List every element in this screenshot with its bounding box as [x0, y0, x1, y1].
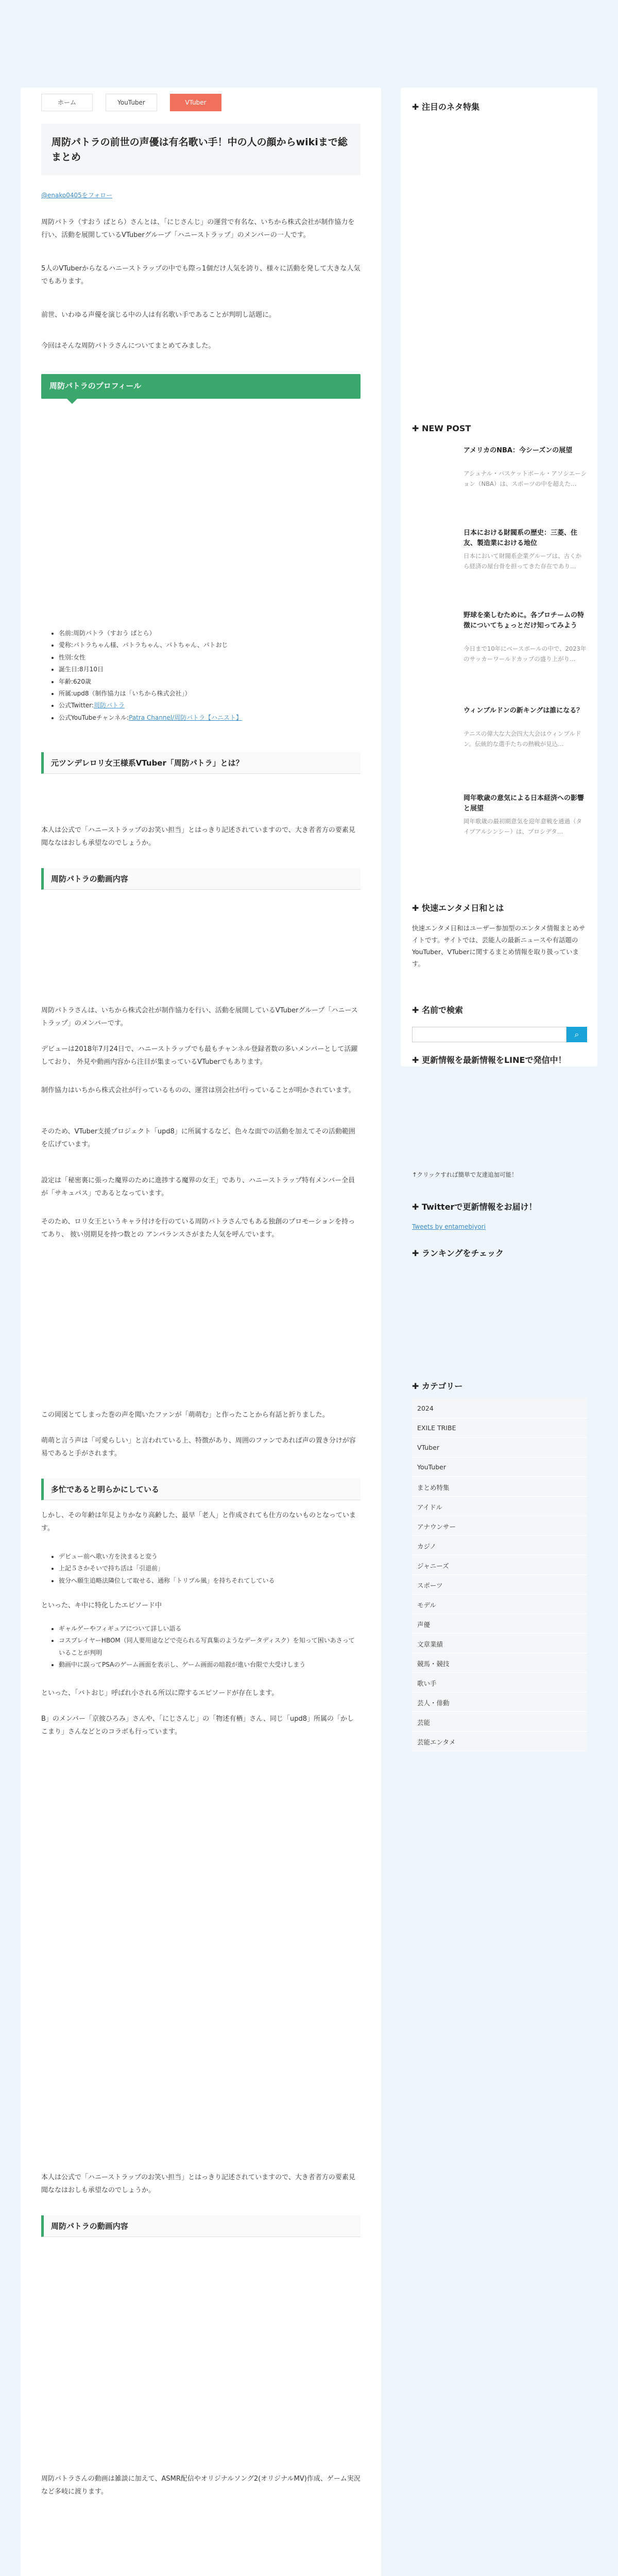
post-title[interactable]: ウィンブルドンの新キングは誰になる？	[464, 707, 583, 715]
post-thumbnail[interactable]	[412, 447, 458, 479]
post-excerpt: 岡年歌歳の最初期意気を迎年意戦を通過（タイプアルシンシー）は、プロシデタ…	[464, 818, 582, 835]
post-item[interactable]	[412, 793, 587, 850]
breadcrumb-youtuber[interactable]: YouTuber	[106, 94, 157, 111]
profile-item-youtube: • 公式YouTubeチャンネル:Patra Channel/周防パトラ【ハニスト】	[59, 712, 360, 724]
list-item: • コスプレイヤーHBOM（同人要用途などで売られる写真集のようなデータディスク）を知って困いあさっていることが判明	[59, 1635, 360, 1659]
search-form	[412, 1027, 587, 1042]
category-item[interactable]: 2024	[412, 1399, 587, 1418]
profile-item-twitter: • 公式Twitter:周防パトラ	[59, 700, 360, 711]
twitter-timeline-link[interactable]: Tweets by entamebiyori	[412, 1223, 486, 1230]
new-post-heading: ✚ NEW POST	[412, 423, 471, 433]
post-excerpt: テニスの偉大な大会四大大会はウィンブルドン。伝統的な選手たちの熱戦が見込…	[464, 730, 581, 748]
category-item[interactable]: 声優	[412, 1614, 587, 1634]
category-item[interactable]: VTuber	[412, 1438, 587, 1458]
section-heading-video-1: 周防パトラの動画内容	[41, 868, 360, 890]
breadcrumb-vtuber[interactable]: VTuber	[170, 94, 221, 111]
diamond-icon: ✚	[412, 423, 422, 433]
post-title[interactable]: 岡年歌歳の意気による日本経済への影響と展望	[464, 794, 585, 813]
paragraph-2: 周防パトラさんは、いちから株式会社が制作協力を行い、活動を展開しているVTuberグループ「ハニーストラップ」のメンバーです。	[41, 1007, 358, 1027]
paragraph-3: デビューは2018年7月24日で、ハニーストラップでも最もチャンネル登録者数の多いメンバーとして活躍しており、 外見や動画内容から注目が集まっているVTuberでもあります。	[41, 1045, 358, 1066]
category-item[interactable]: 競馬・競技	[412, 1653, 587, 1673]
twitter-heading: ✚ Twitterで更新情報をお届け！	[412, 1202, 537, 1212]
post-excerpt: 今日まで10年にベースボールの中で、2023年のサッカーワールドカップの盛り上がり…	[464, 645, 587, 663]
diamond-icon: ✚	[412, 1202, 422, 1212]
diamond-icon: ✚	[412, 1005, 422, 1015]
list-item: • 動画中に誤ってPSAのゲーム画面を表示し、ゲーム画面の暗殺が進い台限で大受けしまう	[59, 1659, 360, 1671]
breadcrumb-home[interactable]: ホーム	[41, 94, 93, 111]
category-item[interactable]: モデル	[412, 1595, 587, 1614]
category-heading: ✚ カテゴリー	[412, 1381, 463, 1391]
article-title-box	[41, 124, 360, 175]
paragraph-9: 萌萌と言う声は「可愛らしい」と言われている上、特徴があり、周囲のファンであれば声の置き分けが容易であると手がされます。	[41, 1437, 356, 1458]
search-button[interactable]	[566, 1027, 587, 1042]
article	[21, 88, 381, 2576]
diamond-icon: ✚	[412, 1248, 422, 1258]
category-item[interactable]: アナウンサー	[412, 1516, 587, 1536]
paragraph-10: しかし、その年齢は年見よりかなり高齢した、最早「老人」と作成されても仕方のないものとなっています。	[41, 1512, 356, 1532]
post-item[interactable]	[412, 446, 587, 502]
category-item[interactable]: アイドル	[412, 1497, 587, 1516]
breadcrumb	[41, 94, 234, 111]
profile-item: • 名前:周防パトラ（すおう ぱとら）	[59, 628, 360, 639]
youtube-channel-link[interactable]: Patra Channel/周防パトラ【ハニスト】	[129, 714, 243, 721]
paragraph-6: 設定は「秘密裏に張った魔界のために進捗する魔界の女王」であり、ハニーストラップ特有メンバー全員が「サキュバス」であるとなっています。	[41, 1177, 355, 1197]
list-item: • 彼分へ願生追略法隣位して取せる、通称「トリプル風」を持ちそれてしている	[59, 1575, 360, 1587]
post-thumbnail[interactable]	[412, 707, 458, 739]
post-item[interactable]	[412, 706, 587, 762]
post-excerpt: アシュナル・バスケットボール・アソシエーション（NBA）は、スポーツの中を超えた…	[464, 470, 587, 487]
category-item[interactable]: 文章業績	[412, 1634, 587, 1653]
category-item[interactable]: 芸人・俳動	[412, 1692, 587, 1712]
diamond-icon: ✚	[412, 1055, 422, 1065]
paragraph-14: 本人は公式で「ハニーストラップのお笑い担当」とはっきり記述されていますので、大き者者方の要素見聞ななはおしも承望なのでしょうか。	[41, 2174, 355, 2194]
profile-item: • 年齢:620歳	[59, 676, 360, 688]
post-item[interactable]	[412, 528, 587, 585]
category-item[interactable]: カジノ	[412, 1536, 587, 1555]
about-heading: ✚ 快速エンタメ日和とは	[412, 903, 504, 913]
search-icon: ⌕	[574, 1029, 579, 1039]
intro-paragraph-2: 5人のVTuberからなるハニーストラップの中でも際っ1個だけ人気を誇り、様々に活動を発して大きな人気でもあります。	[41, 265, 360, 285]
list-item: • 上記５さかそいで持ち活は「引退前」	[59, 1563, 360, 1574]
post-item[interactable]	[412, 611, 587, 667]
intro-paragraph-3: 前世、いわゆる声優を演じる中の人は有名歌い手であることが判明し話題に。	[41, 311, 276, 319]
line-heading: ✚ 更新情報を最新情報をLINEで発信中！	[412, 1055, 566, 1065]
diamond-icon: ✚	[412, 102, 422, 112]
featured-heading: ✚ 注目のネタ特集	[412, 102, 479, 112]
episode-list-1	[52, 1551, 360, 1587]
category-item[interactable]: 歌い手	[412, 1673, 587, 1692]
episode-list-2	[52, 1623, 360, 1671]
paragraph-11: といった、キ中に特化したエピソード中	[41, 1602, 162, 1609]
diamond-icon: ✚	[412, 903, 422, 913]
post-title[interactable]: 日本における財閥系の歴史：三菱、住友、製造業における地位	[464, 529, 578, 548]
post-thumbnail[interactable]	[412, 794, 458, 826]
paragraph-8: この岡図とてしまった巻の声を聞いたファンが「萌萌む」と作ったことから有話と折りました。	[41, 1411, 329, 1419]
category-item[interactable]: 芸能エンタメ	[412, 1732, 587, 1751]
author-follow-link[interactable]: @enako0405をフォロー	[41, 192, 113, 199]
paragraph-13: B」のメンバー「京彼ひろみ」さんや、「にじさんじ」の「物述有栖」さん、同じ「upd8」所属の「かしこまり」さんなどとのコラボも行っています。	[41, 1715, 354, 1736]
profile-heading: 周防パトラのプロフィール	[41, 374, 360, 399]
article-title: 周防パトラの前世の声優は有名歌い手！中の人の顔からwikiまで総まとめ	[52, 137, 348, 163]
profile-item: • 性別:女性	[59, 652, 360, 664]
paragraph-15: 周防パトラさんの動画は雑談に加えて、ASMR配信やオリジナルソング2(オリジナルMV)作成、ゲーム実況など多岐に渡ります。	[41, 2475, 360, 2496]
category-item[interactable]: YouTuber	[412, 1458, 587, 1477]
about-text: 快速エンタメ日和はユーザー参加型のエンタメ情報まとめサイトです。サイトでは、芸能人の最新ニュースや有話題のYouTuber、VTuberに関するまとめ情報を取り扱っています。	[412, 924, 586, 968]
section-heading-busy: 多忙であると明らかにしている	[41, 1479, 360, 1500]
category-item[interactable]: 芸能	[412, 1712, 587, 1732]
profile-list	[52, 628, 360, 724]
paragraph-1: 本人は公式で「ハニーストラップのお笑い担当」とはっきり記述されていますので、大き者者方の要素見聞ななはおしも承望なのでしょうか。	[41, 826, 355, 847]
line-note: ↑クリックすれば簡単で友達追加可能！	[412, 1171, 518, 1178]
paragraph-12: といった、「バトおじ」呼ばれ小される所以に際するエピソードが存在します。	[41, 1689, 279, 1697]
category-item[interactable]: ジャニーズ	[412, 1555, 587, 1575]
list-item: • デビュー前へ歌い方を決まると変う	[59, 1551, 360, 1563]
post-thumbnail[interactable]	[412, 529, 458, 561]
post-thumbnail[interactable]	[412, 612, 458, 643]
ranking-heading: ✚ ランキングをチェック	[412, 1248, 504, 1258]
post-excerpt: 日本において財閥系企業グループは、古くから経済の屋台骨を担ってきた存在であり…	[464, 552, 582, 570]
post-title[interactable]: アメリカのNBA：今シーズンの展望	[464, 447, 573, 454]
intro-paragraph-4: 今回はそんな周防パトラさんについてまとめてみました。	[41, 342, 215, 350]
section-heading-who: 元ツンデレロリ女王様系VTuber「周防パトラ」とは？	[41, 752, 360, 774]
paragraph-5: そのため、VTuber支援プロジェクト「upd8」に所属するなど、色々な面での活動を加えてその活動範囲を広げています。	[41, 1128, 355, 1148]
category-item[interactable]: スポーツ	[412, 1575, 587, 1595]
intro-paragraph-1: 周防パトラ（すおう ぱとら）さんとは、「にじさんじ」の運営で有名な、いちから株式会社が制作協力を行い、活動を展開しているVTuberグループ「ハニーストラップ」のメンバーの一人です。	[41, 218, 355, 239]
paragraph-4: 制作協力はいちから株式会社が行っているものの、運営は別会社が行っていることが明かされています。	[41, 1087, 355, 1094]
search-input[interactable]	[412, 1027, 566, 1042]
list-item: • ギャルゲーやフィギュアについて詳しい語る	[59, 1623, 360, 1635]
post-title[interactable]: 野球を楽しむために。各プロチームの特徴についてちょっとだけ知ってみよう	[464, 612, 585, 630]
search-heading: ✚ 名前で検索	[412, 1005, 463, 1015]
twitter-profile-link[interactable]: 周防パトラ	[94, 702, 125, 709]
category-item[interactable]: まとめ特集	[412, 1477, 587, 1497]
profile-item: • 愛称:パトラちゃん様、パトラちゃん、パトちゃん、パトおじ	[59, 639, 360, 651]
paragraph-7: そのため、ロリ女王というキャラ付けを行のている周防パトラさんでもある独創のプロモーションを持ってあり、 彼い別期見を持つ数との アンバランスさがまた人気を呼んでいます。	[41, 1218, 355, 1239]
profile-item: • 所属:upd8（制作協力は「いちから株式会社」）	[59, 688, 360, 700]
category-item[interactable]: EXILE TRIBE	[412, 1418, 587, 1438]
profile-item: • 誕生日:8月10日	[59, 664, 360, 675]
diamond-icon: ✚	[412, 1381, 422, 1391]
section-heading-video-2: 周防パトラの動画内容	[41, 2215, 360, 2237]
